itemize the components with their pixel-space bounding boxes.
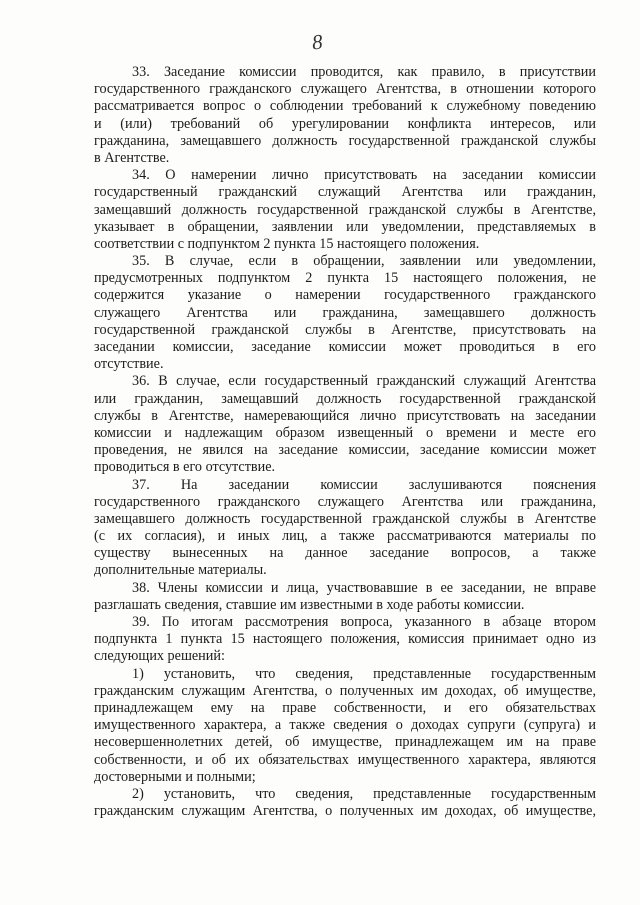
text-line: разглашать сведения, ставшие им известными в ходе работы комиссии.: [94, 596, 525, 613]
paragraph-8: [94, 666, 596, 786]
text-line: 36. В случае, если государственный гражданский служащий Агентства: [132, 373, 596, 390]
text-line: отсутствие.: [94, 356, 164, 373]
text-line: замещавшего должность государственной гражданской службы в Агентстве: [94, 510, 596, 527]
paragraph-2: [94, 167, 596, 253]
text-line: проводиться в его отсутствие.: [94, 459, 276, 476]
paragraph-6: [94, 580, 596, 614]
text-line: или гражданин, замещавший должность государственной гражданской: [94, 390, 596, 407]
text-line: замещавший должность государственной гражданской службы в Агентстве,: [94, 201, 596, 218]
text-line: указывает в обращении, заявлении или уведомлении, представляемых в: [94, 218, 596, 235]
text-line: собственности, и об их обязательствах имущественного характера, являются: [94, 751, 596, 768]
text-line: службы в Агентстве, намеревающийся лично присутствовать на заседании: [94, 407, 596, 424]
text-line: 2) установить, что сведения, представленные государственным: [132, 785, 596, 802]
text-line: 38. Члены комиссии и лица, участвовавшие в ее заседании, не вправе: [132, 579, 596, 596]
text-line: государственного гражданского служащего Агентства, в отношении которого: [94, 81, 596, 98]
text-line: заседании комиссии, заседание комиссии может проводиться в его: [94, 339, 596, 355]
text-line: подпункта 1 пункта 15 настоящего положения, комиссия принимает одно из: [94, 631, 596, 648]
text-line: содержится указание о намерении государственного гражданского: [94, 287, 596, 304]
text-line: комиссии и надлежащим образом извещенный о времени и месте его: [94, 424, 596, 441]
paragraph-7: [94, 614, 596, 666]
paragraph-4: [94, 373, 596, 476]
document-body: [94, 64, 596, 820]
text-line: 37. На заседании комиссии заслушиваются пояснения: [132, 476, 596, 493]
paragraph-9: [94, 786, 596, 820]
text-line: гражданским служащим Агентства, о полученных им доходах, об имуществе,: [94, 682, 596, 699]
text-line: имущественного характера, а также сведения о доходах супруги (супруга) и: [94, 717, 596, 734]
text-line: дополнительные материалы.: [94, 562, 267, 579]
text-line: следующих решений:: [94, 648, 225, 665]
text-line: гражданским служащим Агентства, о полученных им доходах, об имуществе,: [94, 803, 596, 820]
text-line: существу вынесенных на данное заседание вопросов, а также: [94, 545, 596, 562]
paragraph-3: [94, 253, 596, 373]
text-line: в Агентстве.: [94, 149, 170, 166]
text-line: 35. В случае, если в обращении, заявлении или уведомлении,: [132, 253, 596, 270]
text-line: достоверными и полными;: [94, 768, 256, 785]
text-line: принадлежащем ему на праве собственности, и его обязательствах: [94, 699, 596, 716]
page-number: 8: [310, 29, 324, 55]
text-line: проведения, не явился на заседание комиссии, заседание комиссии может: [94, 442, 596, 459]
text-line: гражданина, замещавшего должность государственной гражданской службы: [94, 132, 596, 149]
text-line: государственный гражданский служащий Агентства или гражданин,: [94, 184, 596, 201]
text-line: 34. О намерении лично присутствовать на заседании комиссии: [132, 167, 596, 184]
text-line: предусмотренных подпунктом 2 пункта 15 настоящего положения, не: [94, 270, 596, 287]
text-line: государственного гражданского служащего Агентства или гражданина,: [94, 493, 596, 510]
text-line: 33. Заседание комиссии проводится, как правило, в присутствии: [132, 64, 596, 80]
paragraph-5: [94, 477, 596, 580]
text-line: служащего Агентства или гражданина, замещавшего должность: [94, 304, 596, 321]
text-line: (с их согласия), и иных лиц, а также рассматриваются материалы по: [94, 528, 596, 545]
text-line: 39. По итогам рассмотрения вопроса, указанного в абзаце втором: [132, 614, 596, 630]
text-line: несовершеннолетних детей, об имуществе, принадлежащем им на праве: [94, 734, 596, 751]
text-line: государственной гражданской службы в Агентстве, присутствовать на: [94, 321, 596, 338]
paragraph-1: [94, 64, 596, 167]
text-line: и (или) требований об урегулировании конфликта интересов, или: [94, 115, 596, 132]
text-line: 1) установить, что сведения, представленные государственным: [132, 665, 596, 682]
text-line: соответствии с подпунктом 2 пункта 15 настоящего положения.: [94, 235, 480, 252]
text-line: рассматривается вопрос о соблюдении требований к служебному поведению: [94, 98, 596, 115]
